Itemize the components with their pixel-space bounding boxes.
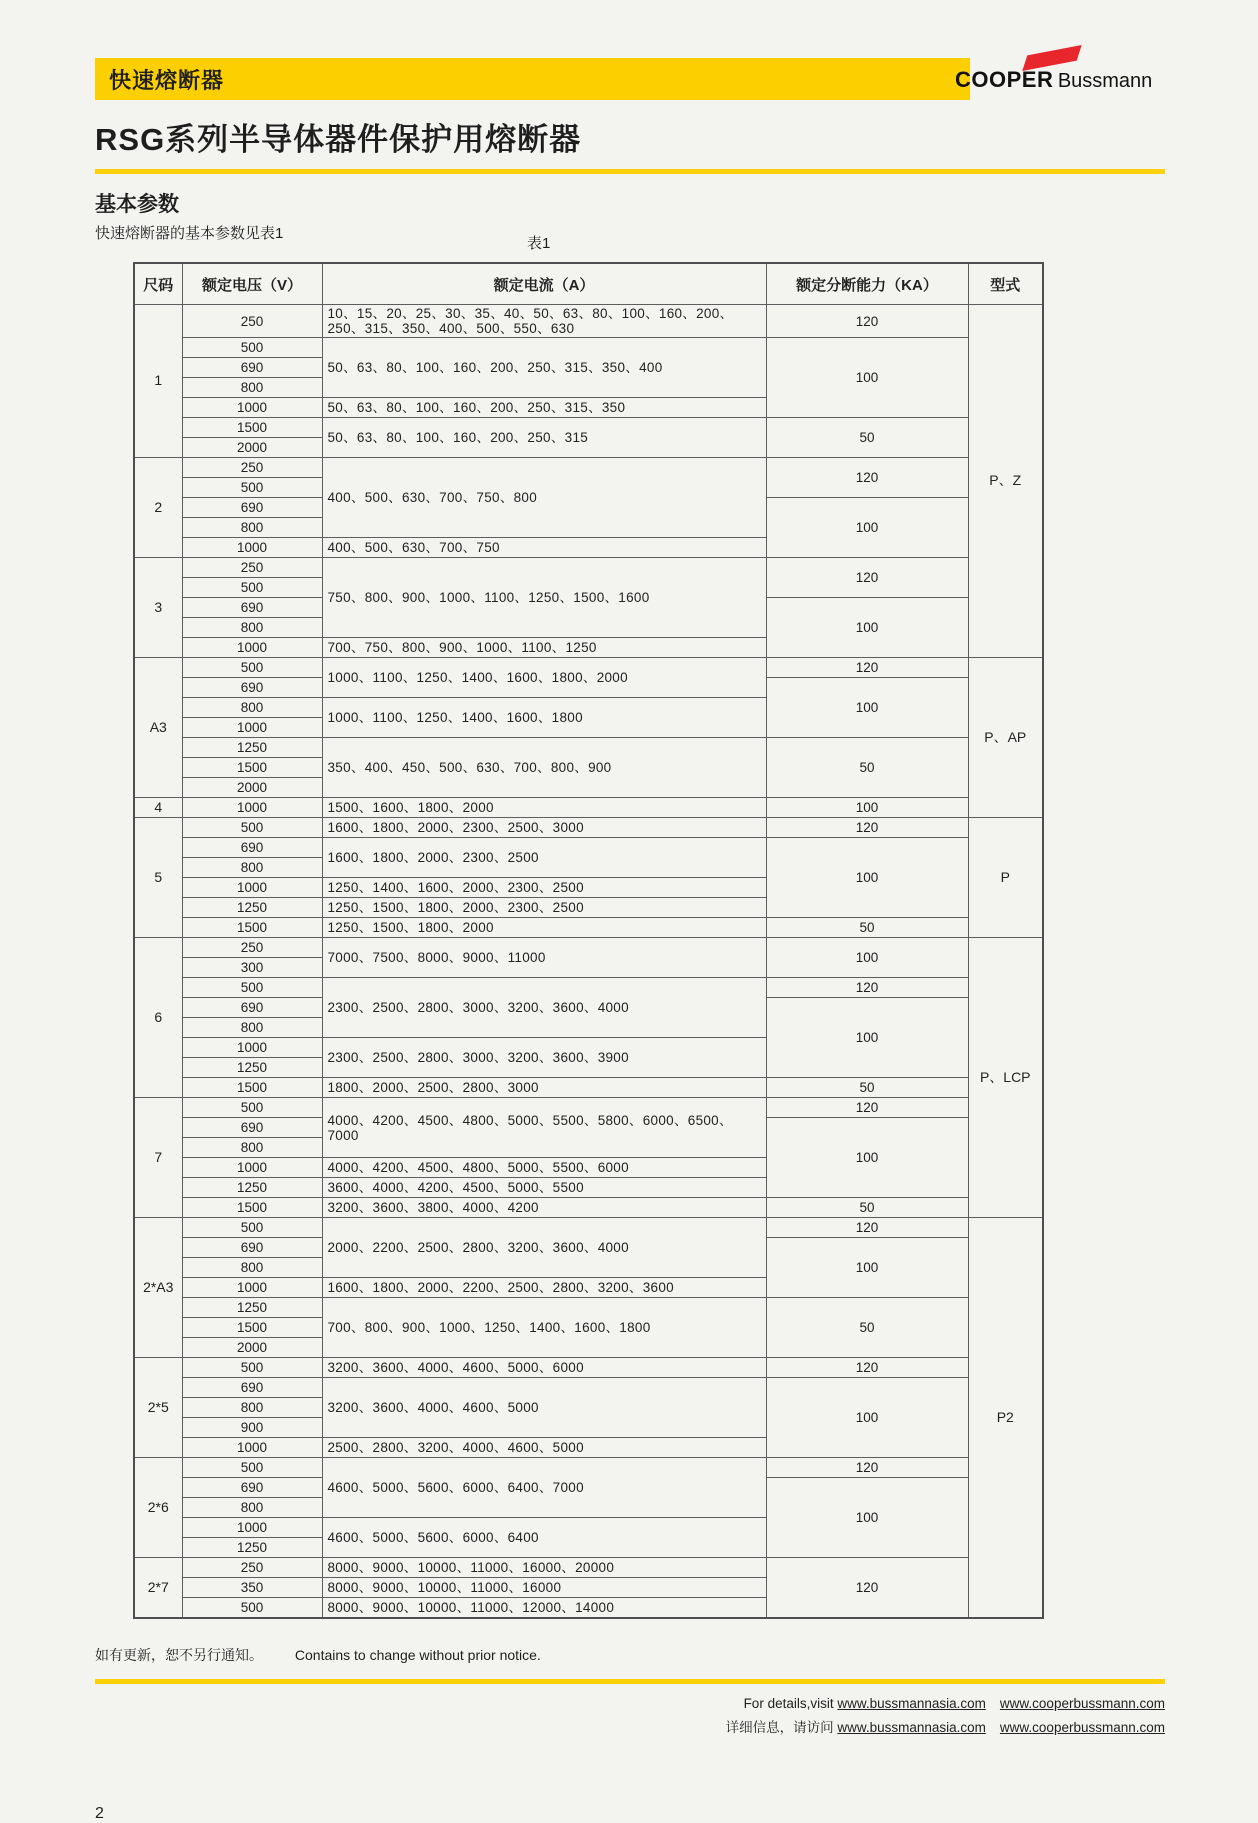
cell-ka: 120 xyxy=(766,1558,968,1619)
cell-cur: 1600、1800、2000、2300、2500、3000 xyxy=(322,818,766,838)
cell-volt: 500 xyxy=(182,1458,322,1478)
section-heading: 基本参数 xyxy=(95,193,179,216)
title-rule xyxy=(95,169,1165,174)
cell-size: 2*7 xyxy=(134,1558,182,1619)
cell-volt: 500 xyxy=(182,658,322,678)
table-row xyxy=(134,798,1043,818)
cell-volt: 1500 xyxy=(182,1078,322,1098)
cell-type: P、Z xyxy=(968,305,1043,658)
page-title: RSG系列半导体器件保护用熔断器 xyxy=(95,122,582,157)
cell-volt: 350 xyxy=(182,1578,322,1598)
cell-cur: 2500、2800、3200、4000、4600、5000 xyxy=(322,1438,766,1458)
cell-volt: 690 xyxy=(182,1238,322,1258)
spec-table xyxy=(133,262,1044,1619)
column-header: 型式 xyxy=(968,263,1043,305)
logo-text xyxy=(955,67,1165,93)
cell-volt: 500 xyxy=(182,478,322,498)
intro-row xyxy=(95,222,1165,252)
cell-cur: 4600、5000、5600、6000、6400、7000 xyxy=(322,1458,766,1518)
cell-ka: 100 xyxy=(766,1478,968,1558)
cell-size: 3 xyxy=(134,558,182,658)
table-row xyxy=(134,978,1043,998)
cell-ka: 100 xyxy=(766,498,968,558)
cell-cur: 8000、9000、10000、11000、16000、20000 xyxy=(322,1558,766,1578)
table-row xyxy=(134,458,1043,478)
cell-ka: 120 xyxy=(766,1218,968,1238)
cell-volt: 1250 xyxy=(182,1058,322,1078)
cell-ka: 120 xyxy=(766,305,968,338)
cell-volt: 800 xyxy=(182,1498,322,1518)
table-row xyxy=(134,1378,1043,1398)
cell-volt: 250 xyxy=(182,1558,322,1578)
cell-volt: 300 xyxy=(182,958,322,978)
cell-ka: 50 xyxy=(766,738,968,798)
page xyxy=(95,0,1165,1823)
cell-volt: 1250 xyxy=(182,1538,322,1558)
cell-volt: 1000 xyxy=(182,398,322,418)
cell-volt: 800 xyxy=(182,1398,322,1418)
cell-cur: 50、63、80、100、160、200、250、315 xyxy=(322,418,766,458)
cell-size: 4 xyxy=(134,798,182,818)
column-header: 尺码 xyxy=(134,263,182,305)
cell-volt: 1250 xyxy=(182,1178,322,1198)
cell-cur: 750、800、900、1000、1100、1250、1500、1600 xyxy=(322,558,766,638)
cell-ka: 120 xyxy=(766,1358,968,1378)
cell-volt: 690 xyxy=(182,1118,322,1138)
cell-cur: 7000、7500、8000、9000、11000 xyxy=(322,938,766,978)
table-row xyxy=(134,918,1043,938)
cell-volt: 1000 xyxy=(182,878,322,898)
cell-size: 2*A3 xyxy=(134,1218,182,1358)
cell-cur: 400、500、630、700、750、800 xyxy=(322,458,766,538)
cell-cur: 1600、1800、2000、2300、2500 xyxy=(322,838,766,878)
cell-volt: 900 xyxy=(182,1418,322,1438)
cell-volt: 1000 xyxy=(182,1278,322,1298)
table-row xyxy=(134,1078,1043,1098)
cell-ka: 120 xyxy=(766,1098,968,1118)
cell-ka: 120 xyxy=(766,1458,968,1478)
cell-volt: 1500 xyxy=(182,418,322,438)
cell-volt: 690 xyxy=(182,598,322,618)
cell-volt: 500 xyxy=(182,818,322,838)
cell-cur: 4000、4200、4500、4800、5000、5500、6000 xyxy=(322,1158,766,1178)
cell-volt: 800 xyxy=(182,1258,322,1278)
table-row xyxy=(134,658,1043,678)
table-row xyxy=(134,305,1043,338)
table-row xyxy=(134,1098,1043,1118)
spec-table-wrap xyxy=(133,262,1165,1619)
cell-volt: 690 xyxy=(182,998,322,1018)
table-row xyxy=(134,1558,1043,1578)
table-row xyxy=(134,838,1043,858)
table-row xyxy=(134,1198,1043,1218)
column-header: 额定电流（A） xyxy=(322,263,766,305)
cell-volt: 690 xyxy=(182,1378,322,1398)
cell-size: 6 xyxy=(134,938,182,1098)
logo-cooper: COOPER xyxy=(955,67,1054,92)
cell-ka: 50 xyxy=(766,418,968,458)
table-row xyxy=(134,1218,1043,1238)
cell-type: P2 xyxy=(968,1218,1043,1619)
cell-ka: 120 xyxy=(766,978,968,998)
cell-cur: 3200、3600、3800、4000、4200 xyxy=(322,1198,766,1218)
cell-cur: 4000、4200、4500、4800、5000、5500、5800、6000、6500、7000 xyxy=(322,1098,766,1158)
cell-ka: 120 xyxy=(766,658,968,678)
cell-volt: 250 xyxy=(182,305,322,338)
cell-ka: 120 xyxy=(766,458,968,498)
cell-cur: 4600、5000、5600、6000、6400 xyxy=(322,1518,766,1558)
cell-cur: 1500、1600、1800、2000 xyxy=(322,798,766,818)
cell-volt: 500 xyxy=(182,1218,322,1238)
cell-size: 2 xyxy=(134,458,182,558)
footer-rule xyxy=(95,1679,1165,1684)
cell-volt: 2000 xyxy=(182,778,322,798)
category-banner xyxy=(95,58,970,100)
table-row xyxy=(134,558,1043,578)
cell-volt: 1500 xyxy=(182,1318,322,1338)
cell-type: P xyxy=(968,818,1043,938)
cell-cur: 2300、2500、2800、3000、3200、3600、3900 xyxy=(322,1038,766,1078)
cell-cur: 1250、1400、1600、2000、2300、2500 xyxy=(322,878,766,898)
cell-volt: 1000 xyxy=(182,538,322,558)
cell-volt: 1000 xyxy=(182,718,322,738)
link-cooperbussmann-cn[interactable]: www.cooperbussmann.com xyxy=(999,1719,1165,1735)
cell-size: A3 xyxy=(134,658,182,798)
table-row xyxy=(134,938,1043,958)
cell-volt: 690 xyxy=(182,498,322,518)
cell-volt: 1250 xyxy=(182,898,322,918)
links-en-prefix: For details,visit xyxy=(743,1696,834,1712)
cell-cur: 50、63、80、100、160、200、250、315、350 xyxy=(322,398,766,418)
cell-volt: 800 xyxy=(182,858,322,878)
footer-links-en xyxy=(95,1692,1165,1716)
cell-cur: 1000、1100、1250、1400、1600、1800 xyxy=(322,698,766,738)
table-row xyxy=(134,418,1043,438)
cell-ka: 100 xyxy=(766,598,968,658)
link-cooperbussmann-en[interactable]: www.cooperbussmann.com xyxy=(999,1696,1165,1712)
cell-volt: 690 xyxy=(182,358,322,378)
table-row xyxy=(134,738,1043,758)
cell-volt: 1000 xyxy=(182,1158,322,1178)
cell-ka: 100 xyxy=(766,998,968,1078)
cell-ka: 50 xyxy=(766,1198,968,1218)
cell-cur: 1800、2000、2500、2800、3000 xyxy=(322,1078,766,1098)
logo-bussmann: Bussmann xyxy=(1057,70,1153,92)
cell-volt: 1000 xyxy=(182,1038,322,1058)
cell-cur: 1600、1800、2000、2200、2500、2800、3200、3600 xyxy=(322,1278,766,1298)
link-bussmannasia-en[interactable]: www.bussmannasia.com xyxy=(837,1696,986,1712)
cell-volt: 500 xyxy=(182,338,322,358)
cell-volt: 800 xyxy=(182,618,322,638)
cell-cur: 700、750、800、900、1000、1100、1250 xyxy=(322,638,766,658)
change-notice-en: Contains to change without prior notice. xyxy=(294,1647,541,1664)
cell-cur: 700、800、900、1000、1250、1400、1600、1800 xyxy=(322,1298,766,1358)
cell-size: 2*6 xyxy=(134,1458,182,1558)
cell-cur: 8000、9000、10000、11000、12000、14000 xyxy=(322,1598,766,1619)
cell-cur: 1000、1100、1250、1400、1600、1800、2000 xyxy=(322,658,766,698)
category-label: 快速熔断器 xyxy=(109,67,225,93)
cell-volt: 500 xyxy=(182,1358,322,1378)
cell-ka: 100 xyxy=(766,938,968,978)
cell-volt: 800 xyxy=(182,518,322,538)
cell-volt: 1500 xyxy=(182,1198,322,1218)
cell-volt: 800 xyxy=(182,1018,322,1038)
column-header: 额定电压（V） xyxy=(182,263,322,305)
cell-ka: 120 xyxy=(766,558,968,598)
cell-ka: 100 xyxy=(766,1118,968,1198)
cell-volt: 800 xyxy=(182,1138,322,1158)
cooper-bussmann-logo xyxy=(955,50,1165,93)
cell-cur: 8000、9000、10000、11000、16000 xyxy=(322,1578,766,1598)
table-caption: 表1 xyxy=(527,235,551,252)
cell-cur: 1250、1500、1800、2000、2300、2500 xyxy=(322,898,766,918)
cell-volt: 250 xyxy=(182,938,322,958)
cell-volt: 1500 xyxy=(182,918,322,938)
cell-size: 5 xyxy=(134,818,182,938)
table-row xyxy=(134,1358,1043,1378)
cell-cur: 10、15、20、25、30、35、40、50、63、80、100、160、200、250、315、350、400、500、550、630 xyxy=(322,305,766,338)
cell-volt: 1000 xyxy=(182,1518,322,1538)
cell-ka: 50 xyxy=(766,1298,968,1358)
cell-ka: 100 xyxy=(766,1378,968,1458)
cell-cur: 2300、2500、2800、3000、3200、3600、4000 xyxy=(322,978,766,1038)
cell-cur: 3600、4000、4200、4500、5000、5500 xyxy=(322,1178,766,1198)
cell-ka: 100 xyxy=(766,798,968,818)
cell-volt: 1250 xyxy=(182,1298,322,1318)
cell-volt: 690 xyxy=(182,1478,322,1498)
cell-cur: 1250、1500、1800、2000 xyxy=(322,918,766,938)
cell-ka: 100 xyxy=(766,678,968,738)
cell-volt: 500 xyxy=(182,1598,322,1619)
cell-ka: 100 xyxy=(766,1238,968,1298)
table-header-row xyxy=(134,263,1043,305)
cell-volt: 250 xyxy=(182,458,322,478)
cell-size: 7 xyxy=(134,1098,182,1218)
cell-volt: 800 xyxy=(182,698,322,718)
link-bussmannasia-cn[interactable]: www.bussmannasia.com xyxy=(837,1719,986,1735)
cell-size: 2*5 xyxy=(134,1358,182,1458)
cell-type: P、AP xyxy=(968,658,1043,818)
cell-volt: 690 xyxy=(182,678,322,698)
cell-type: P、LCP xyxy=(968,938,1043,1218)
cell-volt: 1000 xyxy=(182,798,322,818)
change-notice xyxy=(95,1645,1165,1665)
footer-links-cn xyxy=(95,1716,1165,1740)
cell-volt: 1250 xyxy=(182,738,322,758)
cell-volt: 1500 xyxy=(182,758,322,778)
cell-volt: 2000 xyxy=(182,438,322,458)
table-row xyxy=(134,1458,1043,1478)
cell-volt: 1000 xyxy=(182,1438,322,1458)
cell-volt: 690 xyxy=(182,838,322,858)
links-cn-prefix: 详细信息，请访问 xyxy=(725,1719,834,1735)
cell-volt: 500 xyxy=(182,1098,322,1118)
change-notice-cn: 如有更新，恕不另行通知。 xyxy=(95,1647,263,1664)
cell-volt: 1000 xyxy=(182,638,322,658)
cell-volt: 2000 xyxy=(182,1338,322,1358)
cell-cur: 50、63、80、100、160、200、250、315、350、400 xyxy=(322,338,766,398)
column-header: 额定分断能力（KA） xyxy=(766,263,968,305)
cell-volt: 250 xyxy=(182,558,322,578)
page-number: 2 xyxy=(95,1805,104,1823)
cell-size: 1 xyxy=(134,305,182,458)
cell-cur: 2000、2200、2500、2800、3200、3600、4000 xyxy=(322,1218,766,1278)
table-row xyxy=(134,818,1043,838)
cell-volt: 500 xyxy=(182,978,322,998)
cell-cur: 3200、3600、4000、4600、5000 xyxy=(322,1378,766,1438)
cell-ka: 50 xyxy=(766,1078,968,1098)
table-row xyxy=(134,338,1043,358)
spec-table-body xyxy=(134,305,1043,1619)
intro-text: 快速熔断器的基本参数见表1 xyxy=(95,225,284,242)
cell-cur: 350、400、450、500、630、700、800、900 xyxy=(322,738,766,798)
cell-ka: 120 xyxy=(766,818,968,838)
table-row xyxy=(134,1298,1043,1318)
cell-volt: 500 xyxy=(182,578,322,598)
cell-cur: 3200、3600、4000、4600、5000、6000 xyxy=(322,1358,766,1378)
cell-ka: 100 xyxy=(766,338,968,418)
footer-links xyxy=(95,1692,1165,1739)
cell-cur: 400、500、630、700、750 xyxy=(322,538,766,558)
cell-volt: 800 xyxy=(182,378,322,398)
cell-ka: 100 xyxy=(766,838,968,918)
cell-ka: 50 xyxy=(766,918,968,938)
